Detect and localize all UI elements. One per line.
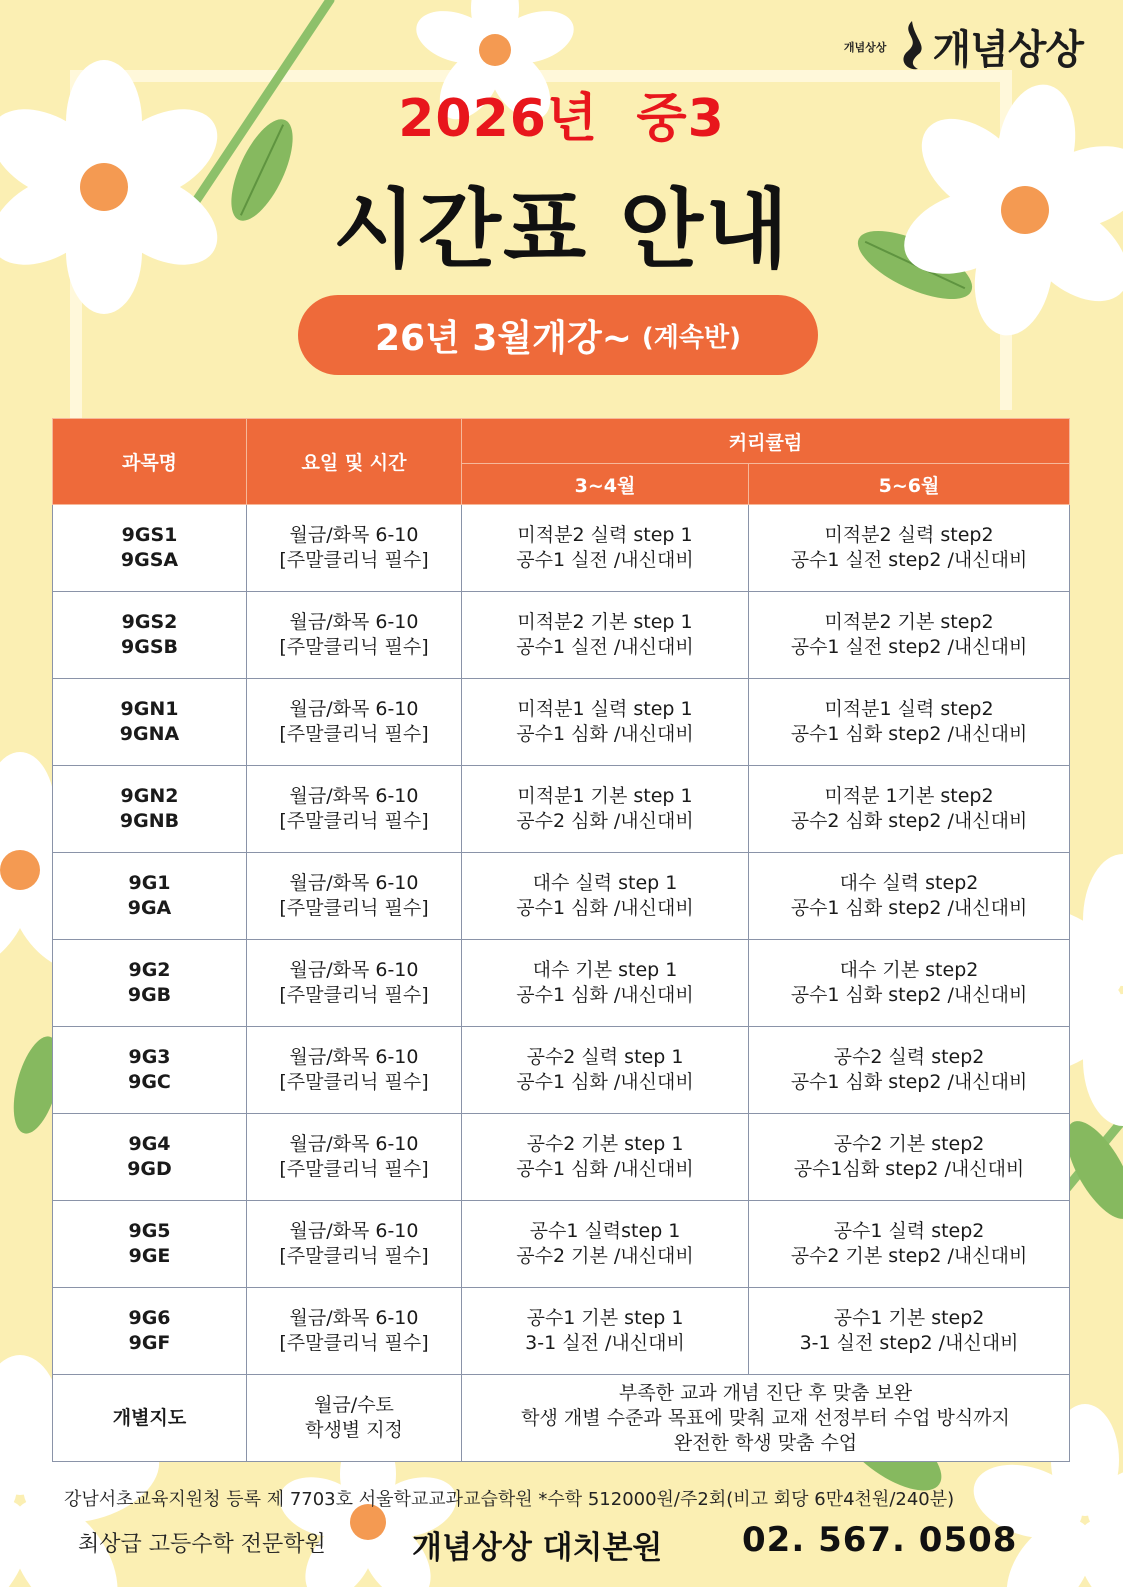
curriculum-period-1-cell-line: 공수1 실전 /내신대비 <box>516 636 694 658</box>
class-code-cell-line: 9GE <box>128 1245 171 1267</box>
curriculum-period-1-cell <box>462 1201 749 1288</box>
table-row <box>53 679 1070 766</box>
curriculum-period-2-cell-line: 미적분2 기본 step2 <box>824 611 994 633</box>
banner-sub-text: (계속반) <box>641 322 742 353</box>
logo-flame-icon <box>892 19 926 75</box>
schedule-cell-line: 월금/화목 6-10 <box>289 611 419 633</box>
curriculum-period-2-cell-line: 공수1 심화 step2 /내신대비 <box>790 897 1028 919</box>
phone-number: 02. 567. 0508 <box>742 1520 1018 1560</box>
schedule-cell-line: [주말클리닉 필수] <box>279 1245 429 1267</box>
schedule-cell <box>247 505 462 592</box>
curriculum-period-2-cell-line: 미적분1 실력 step2 <box>824 698 994 720</box>
class-code-cell <box>53 1201 247 1288</box>
header-period-2: 5~6월 <box>749 464 1070 505</box>
schedule-cell-line: [주말클리닉 필수] <box>279 549 429 571</box>
curriculum-period-1-cell-line: 미적분2 기본 step 1 <box>517 611 693 633</box>
schedule-cell-line: 월금/화목 6-10 <box>289 1307 419 1329</box>
curriculum-period-2-cell-line: 미적분 1기본 step2 <box>824 785 994 807</box>
curriculum-period-2-cell-line: 공수2 심화 step2 /내신대비 <box>790 810 1028 832</box>
individual-schedule-cell-line: 월금/수토 <box>314 1394 394 1416</box>
curriculum-period-2-cell-line: 공수1 심화 step2 /내신대비 <box>790 1071 1028 1093</box>
curriculum-period-1-cell <box>462 1027 749 1114</box>
class-code-cell-line: 9GC <box>128 1071 171 1093</box>
curriculum-period-2-cell-line: 공수2 기본 step2 <box>833 1133 985 1155</box>
curriculum-period-1-cell-line: 공수2 기본 /내신대비 <box>516 1245 694 1267</box>
class-code-cell <box>53 592 247 679</box>
schedule-cell-line: [주말클리닉 필수] <box>279 1071 429 1093</box>
schedule-cell <box>247 1201 462 1288</box>
curriculum-period-2-cell-line: 공수1심화 step2 /내신대비 <box>793 1158 1025 1180</box>
class-code-cell-line: 9G2 <box>128 959 171 981</box>
curriculum-period-2-cell-line: 공수1 실력 step2 <box>833 1220 985 1242</box>
branch-name: 개념상상 대치본원 <box>412 1530 663 1566</box>
curriculum-period-2-cell-line: 공수1 실전 step2 /내신대비 <box>790 549 1028 571</box>
curriculum-period-1-cell <box>462 940 749 1027</box>
curriculum-period-1-cell-line: 미적분1 실력 step 1 <box>517 698 693 720</box>
curriculum-period-1-cell-line: 공수1 기본 step 1 <box>526 1307 684 1329</box>
class-code-cell-line: 9GSA <box>120 549 179 571</box>
individual-subject-cell: 개별지도 <box>53 1375 247 1462</box>
curriculum-period-1-cell-line: 공수1 심화 /내신대비 <box>516 984 694 1006</box>
curriculum-period-2-cell-line: 공수1 기본 step2 <box>833 1307 985 1329</box>
header-period-1: 3~4월 <box>462 464 749 505</box>
individual-description-line: 부족한 교과 개념 진단 후 맞춤 보완 <box>618 1381 913 1404</box>
class-code-cell-line: 9GN1 <box>120 698 179 720</box>
schedule-cell <box>247 940 462 1027</box>
academy-tagline: 최상급 고등수학 전문학원 <box>78 1532 326 1557</box>
schedule-cell-line: [주말클리닉 필수] <box>279 1158 429 1180</box>
curriculum-period-2-cell <box>749 592 1070 679</box>
banner-main-text: 26년 3월개강~ <box>374 317 632 359</box>
curriculum-period-2-cell <box>749 1114 1070 1201</box>
individual-schedule-cell <box>247 1375 462 1462</box>
class-code-cell <box>53 1288 247 1375</box>
individual-tutoring-row <box>53 1375 1070 1462</box>
class-code-cell-line: 9GNB <box>119 810 180 832</box>
timetable <box>52 418 1070 1462</box>
curriculum-period-1-cell <box>462 853 749 940</box>
class-code-cell-line: 9G1 <box>128 872 171 894</box>
schedule-cell-line: 월금/화목 6-10 <box>289 959 419 981</box>
schedule-cell-line: 월금/화목 6-10 <box>289 1133 419 1155</box>
class-code-cell <box>53 766 247 853</box>
curriculum-period-1-cell-line: 대수 기본 step 1 <box>532 959 678 981</box>
curriculum-period-2-cell-line: 대수 기본 step2 <box>839 959 979 981</box>
curriculum-period-1-cell <box>462 1114 749 1201</box>
individual-description-line: 학생 개별 수준과 목표에 맞춰 교재 선정부터 수업 방식까지 <box>521 1406 1010 1429</box>
individual-description-cell <box>462 1375 1070 1462</box>
schedule-cell-line: 월금/화목 6-10 <box>289 785 419 807</box>
curriculum-period-2-cell-line: 공수1 심화 step2 /내신대비 <box>790 984 1028 1006</box>
curriculum-period-1-cell <box>462 766 749 853</box>
schedule-cell-line: [주말클리닉 필수] <box>279 1332 429 1354</box>
schedule-cell-line: [주말클리닉 필수] <box>279 984 429 1006</box>
curriculum-period-1-cell <box>462 1288 749 1375</box>
logo-name: 개념상상 <box>932 27 1083 73</box>
curriculum-period-2-cell <box>749 940 1070 1027</box>
curriculum-period-2-cell-line: 공수2 실력 step2 <box>833 1046 985 1068</box>
table-row <box>53 1201 1070 1288</box>
page-title: 시간표 안내 <box>332 180 791 280</box>
curriculum-period-1-cell-line: 공수1 심화 /내신대비 <box>516 723 694 745</box>
brand-logo <box>844 18 1083 75</box>
class-code-cell-line: 9GN2 <box>120 785 179 807</box>
curriculum-period-1-cell-line: 공수2 실력 step 1 <box>526 1046 684 1068</box>
curriculum-period-2-cell <box>749 853 1070 940</box>
curriculum-period-1-cell-line: 공수1 실전 /내신대비 <box>516 549 694 571</box>
class-code-cell-line: 9G6 <box>128 1307 171 1329</box>
registration-info: 강남서초교육지원청 등록 제 7703호 서울학교교과교습학원 *수학 512000원/주2회(비고 회당 6만4천원/240분) <box>64 1489 955 1510</box>
curriculum-period-1-cell <box>462 679 749 766</box>
schedule-cell-line: [주말클리닉 필수] <box>279 636 429 658</box>
class-code-cell <box>53 1027 247 1114</box>
header-schedule: 요일 및 시간 <box>247 419 462 505</box>
header-subject: 과목명 <box>53 419 247 505</box>
curriculum-period-1-cell-line: 미적분2 실력 step 1 <box>517 524 693 546</box>
class-code-cell-line: 9GA <box>127 897 172 919</box>
class-code-cell <box>53 853 247 940</box>
schedule-cell <box>247 592 462 679</box>
curriculum-period-1-cell-line: 공수1 심화 /내신대비 <box>516 1158 694 1180</box>
curriculum-period-2-cell-line: 공수1 실전 step2 /내신대비 <box>790 636 1028 658</box>
header-curriculum: 커리큘럼 <box>462 419 1070 464</box>
curriculum-period-2-cell-line: 공수1 심화 step2 /내신대비 <box>790 723 1028 745</box>
curriculum-period-1-cell-line: 공수1 실력step 1 <box>529 1220 681 1242</box>
curriculum-period-2-cell <box>749 505 1070 592</box>
class-code-cell <box>53 1114 247 1201</box>
table-row <box>53 853 1070 940</box>
opening-banner <box>298 295 818 375</box>
class-code-cell <box>53 940 247 1027</box>
curriculum-period-1-cell-line: 공수1 심화 /내신대비 <box>516 1071 694 1093</box>
individual-schedule-cell-line: 학생별 지정 <box>305 1419 403 1441</box>
individual-description-line: 완전한 학생 맞춤 수업 <box>673 1431 858 1454</box>
curriculum-period-2-cell-line: 미적분2 실력 step2 <box>824 524 994 546</box>
curriculum-period-1-cell-line: 대수 실력 step 1 <box>532 872 678 894</box>
table-row <box>53 592 1070 679</box>
class-code-cell <box>53 679 247 766</box>
table-row <box>53 1027 1070 1114</box>
title-year-grade: 2026년 중3 <box>398 89 725 149</box>
curriculum-period-2-cell-line: 대수 실력 step2 <box>839 872 979 894</box>
class-code-cell-line: 9G4 <box>128 1133 171 1155</box>
class-code-cell-line: 9GD <box>127 1158 172 1180</box>
table-row <box>53 505 1070 592</box>
schedule-cell-line: 월금/화목 6-10 <box>289 1046 419 1068</box>
class-code-cell-line: 9G5 <box>128 1220 171 1242</box>
schedule-cell-line: [주말클리닉 필수] <box>279 723 429 745</box>
table-row <box>53 1288 1070 1375</box>
schedule-cell <box>247 853 462 940</box>
schedule-cell <box>247 766 462 853</box>
curriculum-period-1-cell-line: 공수2 심화 /내신대비 <box>516 810 694 832</box>
curriculum-period-1-cell-line: 3-1 실전 /내신대비 <box>525 1332 685 1354</box>
table-row <box>53 1114 1070 1201</box>
curriculum-period-2-cell <box>749 679 1070 766</box>
schedule-cell-line: [주말클리닉 필수] <box>279 897 429 919</box>
curriculum-period-1-cell-line: 공수2 기본 step 1 <box>526 1133 684 1155</box>
schedule-cell <box>247 1114 462 1201</box>
curriculum-period-1-cell <box>462 592 749 679</box>
schedule-cell <box>247 1027 462 1114</box>
schedule-cell-line: 월금/화목 6-10 <box>289 872 419 894</box>
curriculum-period-2-cell <box>749 1027 1070 1114</box>
schedule-cell-line: 월금/화목 6-10 <box>289 1220 419 1242</box>
table-row <box>53 940 1070 1027</box>
curriculum-period-2-cell-line: 3-1 실전 step2 /내신대비 <box>799 1332 1019 1354</box>
schedule-cell-line: 월금/화목 6-10 <box>289 524 419 546</box>
class-code-cell-line: 9G3 <box>128 1046 171 1068</box>
logo-small-text: 개념상상 <box>843 40 887 54</box>
curriculum-period-1-cell-line: 미적분1 기본 step 1 <box>517 785 693 807</box>
schedule-cell-line: [주말클리닉 필수] <box>279 810 429 832</box>
class-code-cell-line: 9GB <box>127 984 172 1006</box>
table-row <box>53 766 1070 853</box>
class-code-cell-line: 9GNA <box>119 723 180 745</box>
curriculum-period-1-cell-line: 공수1 심화 /내신대비 <box>516 897 694 919</box>
class-code-cell-line: 9GS1 <box>121 524 178 546</box>
class-code-cell <box>53 505 247 592</box>
schedule-cell-line: 월금/화목 6-10 <box>289 698 419 720</box>
class-code-cell-line: 9GSB <box>121 636 178 658</box>
curriculum-period-2-cell <box>749 1201 1070 1288</box>
curriculum-period-2-cell <box>749 766 1070 853</box>
class-code-cell-line: 9GS2 <box>121 611 178 633</box>
schedule-cell <box>247 679 462 766</box>
class-code-cell-line: 9GF <box>128 1332 171 1354</box>
schedule-cell <box>247 1288 462 1375</box>
curriculum-period-2-cell <box>749 1288 1070 1375</box>
curriculum-period-1-cell <box>462 505 749 592</box>
curriculum-period-2-cell-line: 공수2 기본 step2 /내신대비 <box>790 1245 1028 1267</box>
